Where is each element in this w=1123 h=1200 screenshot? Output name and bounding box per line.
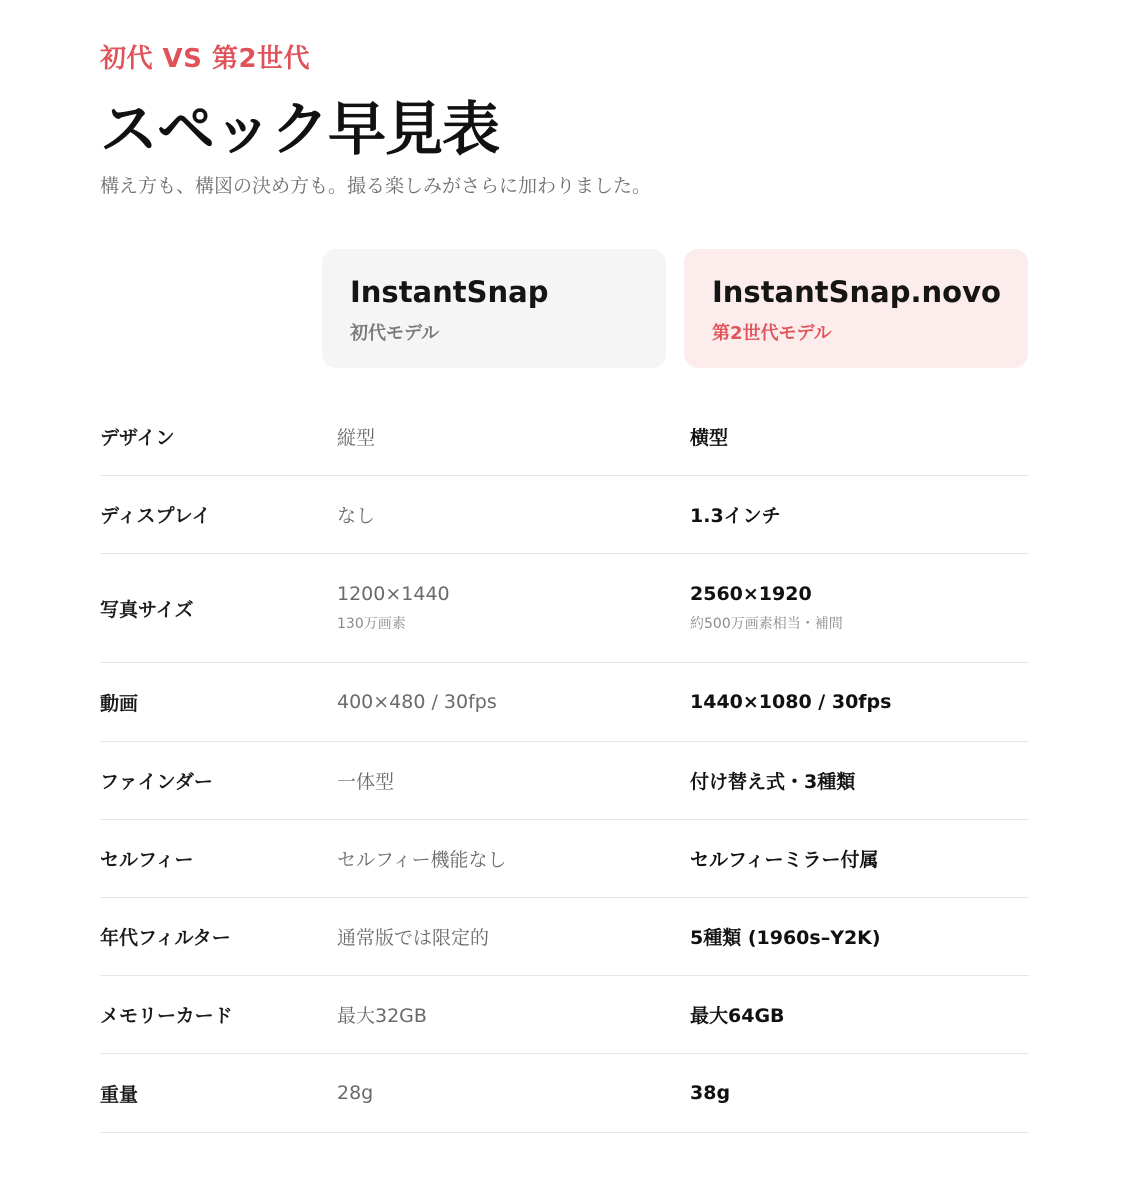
value-text: 28g <box>337 1082 374 1104</box>
spec-row-video <box>100 663 1029 742</box>
spec-row-finder <box>100 742 1029 820</box>
spec-value-old <box>337 820 677 897</box>
spec-value-new <box>690 820 1029 897</box>
model-sub-old: 初代モデル <box>350 323 440 344</box>
model-name-new: InstantSnap.novo <box>712 275 1001 309</box>
spec-value-old <box>337 976 677 1053</box>
value-text: 横型 <box>690 427 729 449</box>
model-sub-new: 第2世代モデル <box>712 323 832 344</box>
spec-value-old <box>337 742 677 819</box>
spec-value-new <box>690 398 1029 475</box>
spec-value-old <box>337 554 677 662</box>
spec-value-old <box>337 398 677 475</box>
value-text: セルフィーミラー付属 <box>690 849 879 871</box>
spec-label: ディスプレイ <box>100 505 211 527</box>
model-name-old: InstantSnap <box>350 275 549 309</box>
value-text: 1200×1440 <box>337 583 450 605</box>
model-card-old <box>322 249 666 368</box>
model-card-new <box>684 249 1028 368</box>
spec-row-memory <box>100 976 1029 1054</box>
spec-value-new <box>690 898 1029 975</box>
spec-label: 重量 <box>100 1083 139 1106</box>
spec-value-new <box>690 554 1029 662</box>
spec-row-display <box>100 476 1029 554</box>
spec-value-new <box>690 1054 1029 1132</box>
value-text: なし <box>337 505 376 527</box>
spec-row-filter <box>100 898 1029 976</box>
value-text: 縦型 <box>337 427 376 449</box>
spec-label: 写真サイズ <box>100 598 194 621</box>
spec-value-old <box>337 663 677 741</box>
spec-value-old <box>337 898 677 975</box>
spec-label: デザイン <box>100 427 175 449</box>
spec-value-old <box>337 1054 677 1132</box>
spec-row-design <box>100 398 1029 476</box>
value-text: 2560×1920 <box>690 583 812 605</box>
spec-label: 動画 <box>100 692 139 715</box>
spec-label: ファインダー <box>100 771 213 793</box>
spec-row-photo-size <box>100 554 1029 663</box>
spec-label: メモリーカード <box>100 1005 233 1027</box>
eyebrow-label: 初代 VS 第2世代 <box>100 44 311 74</box>
spec-value-old <box>337 476 677 553</box>
value-note: 約500万画素相当・補間 <box>690 616 843 632</box>
value-text: 38g <box>690 1082 731 1104</box>
spec-value-new <box>690 663 1029 741</box>
page-subtitle: 構え方も、構図の決め方も。撮る楽しみがさらに加わりました。 <box>100 175 652 197</box>
value-text: 最大64GB <box>690 1005 785 1027</box>
spec-label: 年代フィルター <box>100 927 231 949</box>
value-note: 130万画素 <box>337 616 406 632</box>
value-text: 最大32GB <box>337 1005 427 1027</box>
spec-value-new <box>690 476 1029 553</box>
spec-value-new <box>690 742 1029 819</box>
value-text: セルフィー機能なし <box>337 849 507 871</box>
spec-row-weight <box>100 1054 1029 1133</box>
value-text: 400×480 / 30fps <box>337 691 497 713</box>
spec-label: セルフィー <box>100 849 194 871</box>
value-text: 1.3インチ <box>690 505 781 527</box>
value-text: 付け替え式・3種類 <box>690 771 856 793</box>
value-text: 通常版では限定的 <box>337 927 490 949</box>
value-text: 一体型 <box>337 771 395 793</box>
page-title: スペック早見表 <box>100 95 500 163</box>
spec-table <box>100 398 1029 1133</box>
value-text: 1440×1080 / 30fps <box>690 691 892 713</box>
value-text: 5種類 (1960s–Y2K) <box>690 927 881 949</box>
spec-value-new <box>690 976 1029 1053</box>
spec-row-selfie <box>100 820 1029 898</box>
